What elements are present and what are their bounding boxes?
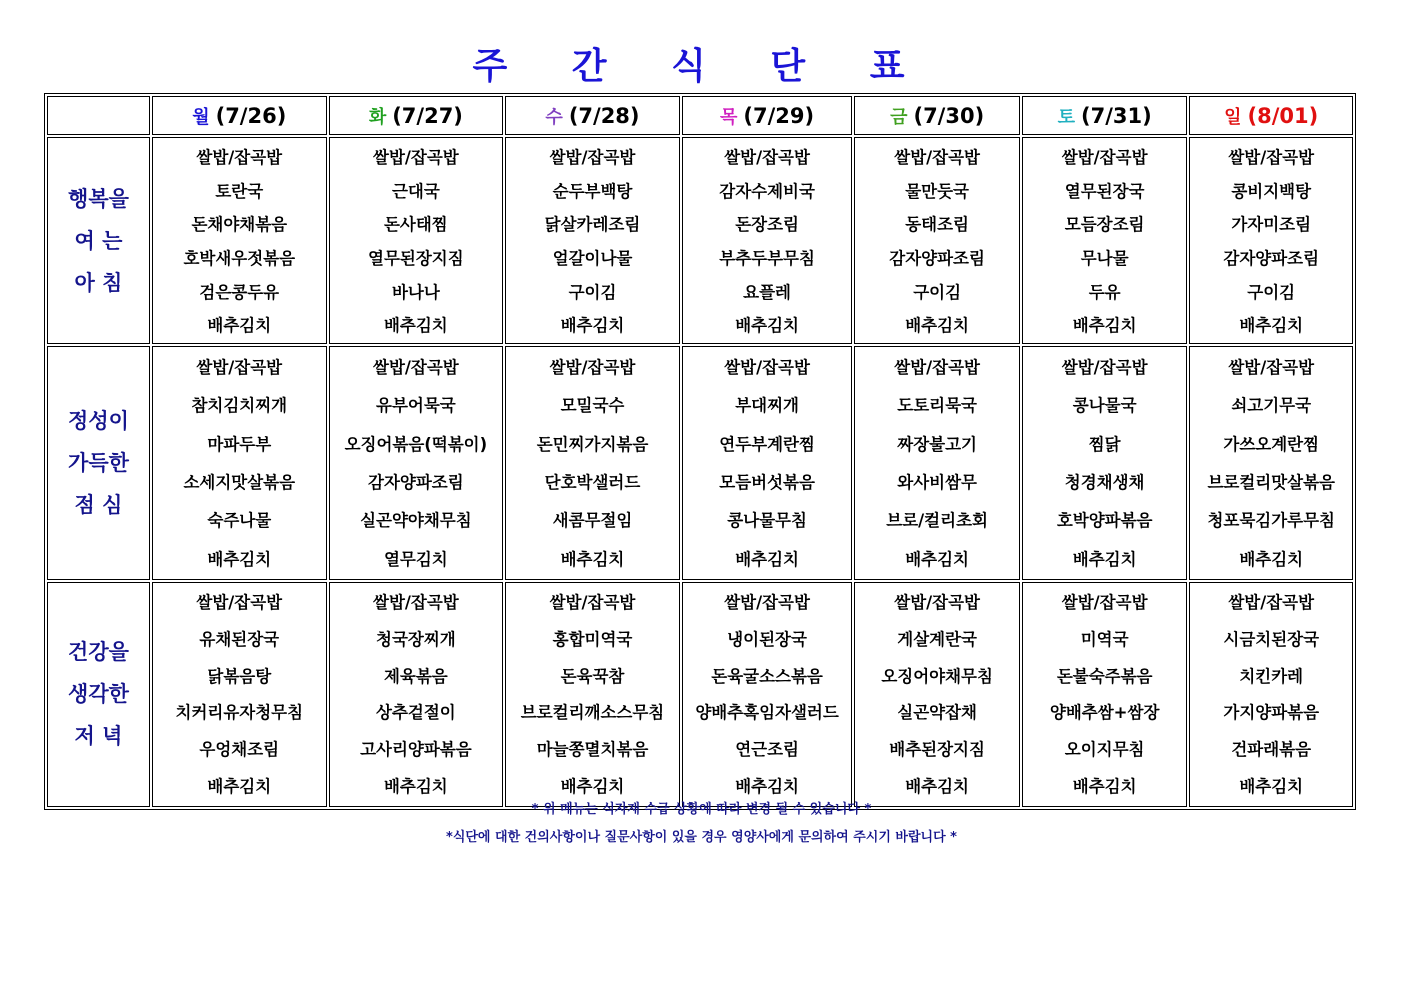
menu-item: 배추김치 — [207, 549, 272, 569]
menu-cell — [505, 582, 680, 807]
date-label: (7/27) — [392, 103, 463, 128]
menu-item: 쌀밥/잡곡밥 — [894, 592, 980, 612]
day-label: 토 — [1057, 106, 1075, 128]
menu-item: 감자수제비국 — [719, 181, 815, 201]
menu-item: 근대국 — [391, 181, 440, 201]
menu-item: 소세지맛살볶음 — [183, 473, 296, 493]
menu-item: 브로/컬리초회 — [886, 511, 988, 531]
menu-item: 우엉채조림 — [199, 740, 280, 760]
menu-cell — [682, 346, 853, 580]
menu-item: 건파래볶음 — [1231, 740, 1312, 760]
menu-item: 쌀밥/잡곡밥 — [549, 148, 636, 167]
menu-item: 치커리유자청무침 — [175, 703, 304, 723]
menu-cell — [329, 137, 504, 344]
menu-item: 배추김치 — [735, 549, 799, 569]
menu-item: 냉이된장국 — [727, 629, 807, 649]
menu-item: 배추김치 — [383, 776, 448, 796]
menu-item: 물만둣국 — [905, 181, 969, 201]
menu-item: 양배추혹임자샐러드 — [695, 703, 839, 723]
menu-item: 홍합미역국 — [552, 629, 633, 649]
menu-item: 배추김치 — [1072, 316, 1137, 336]
menu-item: 오징어볶음(떡볶이) — [344, 434, 488, 454]
inquiry-text: *식단에 대한 건의사항이나 질문사항이 있을 경우 영양사에게 문의하여 주시기 바랍니다 * — [446, 830, 957, 845]
menu-item: 제육볶음 — [383, 666, 448, 686]
date-label: (7/26) — [215, 103, 287, 128]
day-header — [1189, 96, 1353, 135]
menu-item: 닭살카레조림 — [544, 215, 641, 235]
menu-cell — [682, 137, 853, 344]
menu-item: 돈사태찜 — [383, 215, 448, 235]
dinner-row — [47, 582, 1353, 807]
menu-item: 배추김치 — [905, 549, 969, 569]
menu-item: 배추김치 — [1239, 549, 1304, 569]
menu-item: 쌀밥/잡곡밥 — [1061, 592, 1148, 612]
lunch-row — [47, 346, 1353, 580]
menu-item: 상추겉절이 — [376, 703, 456, 723]
menu-item: 두유 — [1088, 282, 1121, 302]
menu-item: 청경채생채 — [1064, 473, 1145, 493]
menu-item: 돈불숙주볶음 — [1056, 666, 1153, 686]
menu-item: 배추김치 — [1072, 776, 1137, 796]
menu-item: 콩나물국 — [1072, 396, 1137, 416]
menu-cell — [1022, 582, 1188, 807]
day-header — [505, 96, 680, 135]
menu-item: 게살계란국 — [897, 629, 977, 649]
menu-cell — [854, 582, 1020, 807]
menu-item: 배추김치 — [383, 316, 448, 336]
menu-item: 숙주나물 — [207, 511, 272, 531]
meal-label-line: 가득한 — [68, 451, 129, 476]
date-label: (7/31) — [1081, 103, 1152, 128]
menu-item: 연근조림 — [735, 740, 799, 760]
day-label: 목 — [720, 106, 738, 128]
menu-item: 쌀밥/잡곡밥 — [196, 148, 283, 167]
menu-item: 유채된장국 — [199, 629, 280, 649]
date-label: (7/30) — [913, 103, 985, 128]
menu-item: 배추김치 — [560, 549, 625, 569]
meal-label-line: 행복을 — [68, 186, 129, 211]
menu-item: 배추김치 — [905, 316, 969, 336]
menu-item: 열무김치 — [383, 549, 448, 569]
menu-item: 부추두부무침 — [719, 249, 815, 269]
weekly-menu-table — [44, 93, 1356, 810]
day-header — [1022, 96, 1188, 135]
menu-item: 쌀밥/잡곡밥 — [373, 592, 459, 612]
meal-label — [47, 346, 150, 580]
menu-item: 단호박샐러드 — [544, 473, 641, 493]
meal-label-line: 생각한 — [68, 682, 129, 707]
menu-item: 배추김치 — [905, 776, 969, 796]
menu-item: 구이김 — [568, 282, 617, 302]
menu-item: 쌀밥/잡곡밥 — [894, 358, 980, 378]
menu-item: 브로컬리깨소스무침 — [520, 703, 665, 723]
menu-item: 모밀국수 — [560, 396, 625, 416]
menu-cell — [682, 582, 853, 807]
menu-item: 배추김치 — [735, 316, 799, 336]
menu-item: 실곤약잡채 — [897, 703, 977, 723]
day-header — [329, 96, 504, 135]
menu-item: 연두부계란찜 — [719, 434, 815, 454]
menu-item: 시금치된장국 — [1223, 629, 1320, 649]
menu-cell — [152, 346, 327, 580]
menu-item: 요플레 — [743, 282, 791, 302]
menu-item: 미역국 — [1080, 629, 1129, 649]
menu-item: 브로컬리맛살볶음 — [1207, 473, 1335, 493]
menu-item: 치킨카레 — [1239, 666, 1304, 686]
menu-item: 배추김치 — [1239, 316, 1304, 336]
menu-item: 돈채야채볶음 — [191, 215, 288, 235]
menu-item: 쌀밥/잡곡밥 — [196, 358, 283, 378]
day-label: 월 — [192, 106, 210, 128]
menu-item: 부대찌개 — [735, 396, 799, 416]
menu-item: 감자양파조림 — [1223, 249, 1320, 269]
menu-cell — [854, 346, 1020, 580]
menu-item: 쌀밥/잡곡밥 — [1228, 358, 1315, 378]
menu-item: 실곤약야채무침 — [360, 511, 472, 531]
notice-text: * 위 메뉴는 식자재 수급 상황에 따라 변경 될 수 있습니다 * — [531, 802, 872, 817]
page-title: 주 간 식 단 표 — [472, 46, 931, 87]
menu-item: 와사비쌈무 — [897, 473, 977, 493]
menu-item: 가자미조림 — [1231, 215, 1312, 235]
header-row — [47, 96, 1353, 135]
menu-item: 순두부백탕 — [552, 181, 633, 201]
menu-cell — [329, 582, 504, 807]
meal-label-line: 아 침 — [74, 270, 123, 295]
menu-item: 청포묵김가루무침 — [1207, 511, 1335, 531]
menu-item: 배추김치 — [207, 316, 272, 336]
menu-item: 배추된장지짐 — [889, 740, 985, 760]
menu-item: 양배추쌈+쌈장 — [1049, 703, 1160, 723]
menu-cell — [1022, 346, 1188, 580]
menu-cell — [854, 137, 1020, 344]
menu-item: 배추김치 — [1239, 776, 1304, 796]
menu-item: 돈육꾹참 — [560, 666, 625, 686]
menu-item: 열무된장국 — [1064, 181, 1145, 201]
date-label: (7/29) — [743, 103, 815, 128]
menu-cell — [1189, 137, 1353, 344]
menu-item: 가쓰오계란찜 — [1223, 434, 1320, 454]
day-header — [682, 96, 853, 135]
menu-item: 배추김치 — [1072, 549, 1137, 569]
meal-label — [47, 137, 150, 344]
menu-cell — [505, 137, 680, 344]
menu-cell — [329, 346, 504, 580]
menu-item: 콩비지백탕 — [1231, 181, 1312, 201]
menu-item: 쌀밥/잡곡밥 — [1228, 592, 1315, 612]
menu-cell — [1022, 137, 1188, 344]
meal-label-line: 정성이 — [68, 409, 129, 434]
menu-item: 쌀밥/잡곡밥 — [894, 148, 980, 167]
menu-item: 고사리양파볶음 — [360, 740, 472, 760]
day-header — [854, 96, 1020, 135]
menu-item: 쌀밥/잡곡밥 — [373, 358, 459, 378]
menu-item: 배추김치 — [735, 776, 799, 796]
menu-item: 돈민찌가지볶음 — [536, 434, 649, 454]
menu-item: 새콤무절임 — [552, 511, 633, 531]
menu-item: 짜장불고기 — [897, 434, 977, 454]
menu-item: 오이지무침 — [1064, 740, 1145, 760]
menu-item: 감자양파조림 — [368, 473, 464, 493]
menu-item: 가지양파볶음 — [1223, 703, 1320, 723]
menu-item: 쌀밥/잡곡밥 — [1228, 148, 1315, 167]
menu-item: 구이김 — [1247, 282, 1296, 302]
menu-cell — [152, 137, 327, 344]
menu-cell — [152, 582, 327, 807]
menu-item: 쌀밥/잡곡밥 — [549, 592, 636, 612]
menu-item: 쌀밥/잡곡밥 — [724, 592, 810, 612]
meal-label — [47, 582, 150, 807]
menu-item: 배추김치 — [560, 316, 625, 336]
menu-cell — [1189, 582, 1353, 807]
menu-item: 쌀밥/잡곡밥 — [373, 148, 459, 167]
menu-item: 바나나 — [391, 282, 440, 302]
menu-item: 배추김치 — [207, 776, 272, 796]
breakfast-row — [47, 137, 1353, 344]
day-label: 일 — [1224, 106, 1242, 128]
menu-cell — [1189, 346, 1353, 580]
menu-item: 배추김치 — [560, 776, 625, 796]
menu-item: 쌀밥/잡곡밥 — [724, 148, 810, 167]
menu-item: 닭볶음탕 — [207, 666, 272, 686]
menu-item: 쌀밥/잡곡밥 — [1061, 148, 1148, 167]
menu-item: 모듬버섯볶음 — [719, 473, 815, 493]
date-label: (7/28) — [568, 103, 640, 128]
menu-item: 동태조림 — [905, 215, 969, 235]
menu-item: 호박양파볶음 — [1056, 511, 1153, 531]
menu-item: 열무된장지짐 — [368, 249, 464, 269]
menu-item: 호박새우젓볶음 — [183, 249, 296, 269]
menu-item: 유부어묵국 — [376, 396, 456, 416]
menu-item: 청국장찌개 — [376, 629, 456, 649]
menu-item: 모듬장조림 — [1064, 215, 1145, 235]
menu-item: 쌀밥/잡곡밥 — [1061, 358, 1148, 378]
day-label: 화 — [368, 106, 387, 128]
menu-item: 돈장조림 — [735, 215, 799, 235]
meal-label-line: 저 녁 — [74, 724, 123, 749]
meal-label-line: 점 심 — [74, 493, 123, 518]
menu-cell — [505, 346, 680, 580]
menu-item: 토란국 — [215, 181, 264, 201]
menu-item: 감자양파조림 — [889, 249, 985, 269]
menu-item: 마늘쫑멸치볶음 — [536, 740, 649, 760]
corner-cell — [47, 96, 150, 135]
menu-item: 돈육굴소스볶음 — [711, 666, 823, 686]
menu-item: 검은콩두유 — [199, 282, 280, 302]
menu-item: 쌀밥/잡곡밥 — [549, 358, 636, 378]
meal-label-line: 여 는 — [74, 228, 123, 253]
menu-item: 콩나물무침 — [727, 511, 807, 531]
day-header — [152, 96, 327, 135]
day-label: 수 — [545, 106, 563, 128]
menu-item: 찜닭 — [1088, 434, 1121, 454]
meal-label-line: 건강을 — [68, 640, 129, 665]
menu-item: 쇠고기무국 — [1231, 396, 1312, 416]
menu-item: 무나물 — [1080, 249, 1129, 269]
menu-item: 참치김치찌개 — [191, 396, 288, 416]
date-label: (8/01) — [1247, 103, 1319, 128]
day-label: 금 — [890, 106, 908, 128]
menu-item: 얼갈이나물 — [552, 249, 633, 269]
menu-item: 쌀밥/잡곡밥 — [724, 358, 810, 378]
menu-item: 마파두부 — [207, 434, 272, 454]
menu-item: 쌀밥/잡곡밥 — [196, 592, 283, 612]
menu-item: 도토리묵국 — [897, 396, 977, 416]
menu-item: 구이김 — [913, 282, 962, 302]
menu-item: 오징어야채무침 — [881, 666, 993, 686]
